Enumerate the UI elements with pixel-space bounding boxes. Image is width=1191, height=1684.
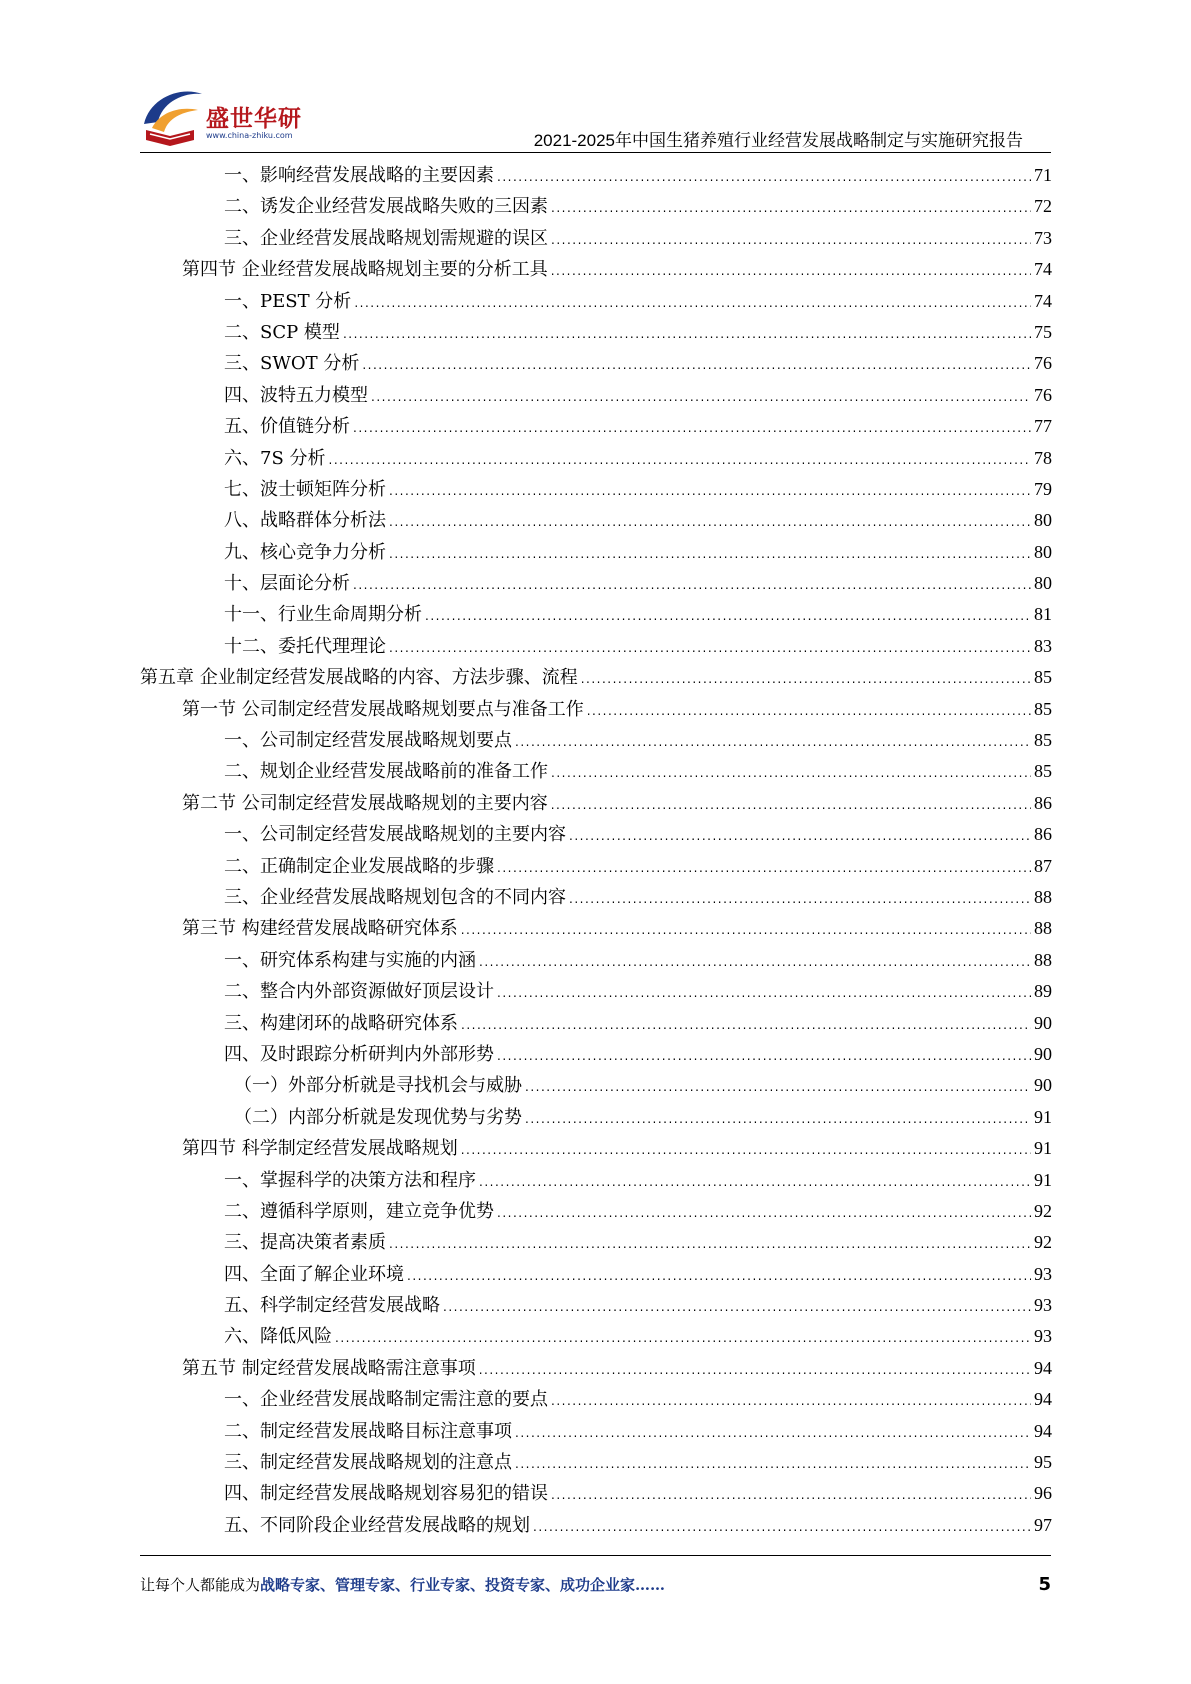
toc-entry[interactable] [140,599,1052,630]
toc-entry[interactable] [140,694,1052,725]
toc-entry-label: 二、整合内外部资源做好顶层设计 [224,981,494,1003]
toc-entry-label: 六、降低风险 [224,1326,332,1348]
toc-entry[interactable] [140,1416,1052,1447]
toc-dot-leader [497,162,1031,193]
toc-entry[interactable] [140,1008,1052,1039]
toc-entry[interactable] [140,756,1052,787]
toc-entry-page: 93 [1034,1263,1052,1284]
toc-entry[interactable] [140,1259,1052,1290]
toc-entry-page: 92 [1034,1232,1052,1253]
toc-entry-label: 一、公司制定经营发展战略规划的主要内容 [224,824,566,846]
toc-entry-page: 75 [1034,321,1052,342]
toc-entry-label: 一、PEST 分析 [224,290,352,312]
toc-entry[interactable] [140,1227,1052,1258]
toc-entry-label: 四、全面了解企业环境 [224,1263,404,1285]
toc-entry[interactable] [140,317,1052,348]
toc-entry[interactable] [140,1039,1052,1070]
toc-entry[interactable] [140,1478,1052,1509]
toc-dot-leader [515,727,1031,758]
toc-entry-page: 74 [1034,290,1052,311]
toc-entry-label: 第四节 科学制定经营发展战略规划 [182,1138,458,1160]
toc-entry-page: 95 [1034,1452,1052,1473]
document-title: 2021-2025年中国生猪养殖行业经营发展战略制定与实施研究报告 [533,131,1023,150]
toc-entry-page: 71 [1034,165,1052,185]
toc-entry-page: 78 [1034,447,1052,468]
toc-dot-leader [461,1010,1031,1041]
toc-entry-page: 96 [1034,1483,1052,1504]
toc-entry[interactable] [140,1321,1052,1352]
toc-entry-label: 一、影响经营发展战略的主要因素 [224,165,494,186]
toc-entry-label: 十、层面论分析 [224,573,350,595]
toc-entry[interactable] [140,568,1052,599]
page-header [0,0,1191,160]
toc-dot-leader [525,1072,1031,1103]
toc-entry-page: 94 [1034,1389,1052,1410]
toc-entry-label: 二、正确制定企业发展战略的步骤 [224,855,494,877]
toc-entry-page: 85 [1034,761,1052,782]
table-of-contents [140,160,1052,1541]
toc-entry[interactable] [140,976,1052,1007]
toc-entry-label: 三、制定经营发展战略规划的注意点 [224,1452,512,1474]
toc-entry-page: 85 [1034,667,1052,688]
toc-entry-label: 三、企业经营发展战略规划需规避的误区 [224,227,548,249]
toc-entry[interactable] [140,913,1052,944]
toc-entry-label: 第二节 公司制定经营发展战略规划的主要内容 [182,792,548,814]
toc-entry-page: 90 [1034,1075,1052,1096]
page-footer [140,1574,1051,1600]
footer-slogan-prefix: 让每个人都能成为 [140,1576,261,1594]
toc-entry-page: 79 [1034,478,1052,499]
toc-entry-label: 二、制定经营发展战略目标注意事项 [224,1420,512,1442]
toc-entry-label: 三、提高决策者素质 [224,1232,386,1254]
toc-entry-page: 94 [1034,1420,1052,1441]
toc-entry[interactable] [140,788,1052,819]
toc-entry-page: 80 [1034,573,1052,594]
toc-dot-leader [479,1167,1031,1198]
toc-entry[interactable] [140,1290,1052,1321]
toc-entry-page: 73 [1034,227,1052,248]
toc-entry[interactable] [140,662,1052,693]
toc-entry[interactable] [140,160,1052,191]
toc-dot-leader [329,445,1031,476]
toc-dot-leader [515,1449,1031,1480]
toc-dot-leader [551,1480,1031,1511]
toc-entry-label: 八、战略群体分析法 [224,510,386,532]
toc-entry-label: 二、SCP 模型 [224,321,340,343]
toc-entry-page: 83 [1034,635,1052,656]
toc-dot-leader [389,539,1031,570]
toc-entry-page: 92 [1034,1200,1052,1221]
toc-entry-page: 89 [1034,981,1052,1002]
toc-entry[interactable] [140,631,1052,662]
toc-dot-leader [389,476,1031,507]
toc-entry-page: 85 [1034,698,1052,719]
toc-entry-page: 88 [1034,886,1052,907]
toc-entry-page: 88 [1034,949,1052,970]
toc-entry[interactable] [140,851,1052,882]
toc-dot-leader [497,1198,1031,1229]
toc-entry-page: 91 [1034,1169,1052,1190]
toc-entry-label: 三、企业经营发展战略规划包含的不同内容 [224,886,566,908]
toc-dot-leader [569,884,1031,915]
toc-dot-leader [425,601,1031,632]
footer-divider [140,1555,1051,1556]
footer-slogan-highlight: 战略专家、管理专家、行业专家、投资专家、成功企业家…… [260,1576,666,1594]
toc-entry-page: 93 [1034,1326,1052,1347]
toc-dot-leader [515,1418,1031,1449]
toc-entry-label: 五、科学制定经营发展战略 [224,1295,440,1317]
toc-dot-leader [407,1261,1031,1292]
toc-entry-page: 87 [1034,855,1052,876]
toc-entry-label: 第三节 构建经营发展战略研究体系 [182,918,458,940]
toc-entry-page: 91 [1034,1138,1052,1159]
toc-dot-leader [461,1135,1031,1166]
toc-entry-label: 一、企业经营发展战略制定需注意的要点 [224,1389,548,1411]
toc-entry-page: 80 [1034,541,1052,562]
toc-entry[interactable] [140,348,1052,379]
toc-dot-leader [551,758,1031,789]
toc-entry[interactable] [140,1510,1052,1541]
toc-entry[interactable] [140,882,1052,913]
toc-entry-page: 86 [1034,792,1052,813]
toc-entry[interactable] [140,1353,1052,1384]
toc-entry-page: 72 [1034,196,1052,217]
toc-entry-label: （一）外部分析就是寻找机会与威胁 [234,1075,522,1097]
toc-entry-label: 四、制定经营发展战略规划容易犯的错误 [224,1483,548,1505]
toc-entry-page: 88 [1034,918,1052,939]
toc-dot-leader [362,350,1031,381]
toc-entry[interactable] [140,380,1052,411]
toc-entry-page: 94 [1034,1357,1052,1378]
toc-entry[interactable] [140,474,1052,505]
toc-entry-label: 十一、行业生命周期分析 [224,604,422,626]
toc-entry[interactable] [140,505,1052,536]
toc-dot-leader [479,947,1031,978]
toc-entry-label: 第五节 制定经营发展战略需注意事项 [182,1357,476,1379]
toc-entry[interactable] [140,443,1052,474]
toc-entry-label: 二、诱发企业经营发展战略失败的三因素 [224,196,548,218]
toc-entry[interactable] [140,191,1052,222]
toc-entry[interactable] [140,945,1052,976]
toc-entry-page: 90 [1034,1012,1052,1033]
toc-entry[interactable] [140,254,1052,285]
toc-entry[interactable] [140,411,1052,442]
toc-entry[interactable] [140,1070,1052,1101]
toc-entry-label: 六、7S 分析 [224,447,326,469]
toc-entry-page: 77 [1034,416,1052,437]
toc-entry-page: 97 [1034,1514,1052,1535]
toc-entry-label: 第五章 企业制定经营发展战略的内容、方法步骤、流程 [140,667,578,689]
toc-entry-page: 76 [1034,353,1052,374]
toc-entry-label: （二）内部分析就是发现优势与劣势 [234,1106,522,1128]
toc-dot-leader [551,790,1031,821]
toc-entry-label: 三、SWOT 分析 [224,353,360,375]
toc-dot-leader [551,225,1031,256]
toc-entry[interactable] [140,1165,1052,1196]
toc-entry[interactable] [140,1447,1052,1478]
toc-entry[interactable] [140,1133,1052,1164]
toc-dot-leader [389,633,1031,664]
toc-entry-label: 九、核心竞争力分析 [224,541,386,563]
toc-entry-page: 76 [1034,384,1052,405]
toc-entry-page: 85 [1034,730,1052,751]
toc-entry[interactable] [140,1102,1052,1133]
toc-entry[interactable] [140,537,1052,568]
toc-dot-leader [479,1355,1031,1386]
toc-dot-leader [525,1104,1031,1135]
toc-entry-label: 五、价值链分析 [224,416,350,438]
toc-dot-leader [497,853,1031,884]
toc-dot-leader [551,256,1031,287]
toc-dot-leader [569,821,1031,852]
toc-entry-page: 91 [1034,1106,1052,1127]
toc-entry-label: 第一节 公司制定经营发展战略规划要点与准备工作 [182,698,584,720]
toc-entry-label: 一、公司制定经营发展战略规划要点 [224,730,512,752]
toc-dot-leader [587,696,1031,727]
toc-entry-label: 十二、委托代理理论 [224,635,386,657]
toc-entry[interactable] [140,223,1052,254]
toc-entry-label: 五、不同阶段企业经营发展战略的规划 [224,1514,530,1536]
toc-dot-leader [353,570,1031,601]
toc-entry-label: 四、及时跟踪分析研判内外部形势 [224,1043,494,1065]
toc-entry-label: 一、掌握科学的决策方法和程序 [224,1169,476,1191]
toc-entry-label: 第四节 企业经营发展战略规划主要的分析工具 [182,259,548,281]
toc-dot-leader [371,382,1031,413]
toc-dot-leader [551,1386,1031,1417]
header-divider [140,152,1051,153]
toc-dot-leader [354,288,1031,319]
toc-dot-leader [389,507,1031,538]
toc-dot-leader [551,193,1031,224]
toc-entry-page: 81 [1034,604,1052,625]
toc-entry-page: 74 [1034,259,1052,280]
logo-url: www.china-zhiku.com [206,131,293,140]
toc-entry[interactable] [140,1384,1052,1415]
toc-entry[interactable] [140,1196,1052,1227]
toc-entry-label: 四、波特五力模型 [224,384,368,406]
toc-dot-leader [443,1292,1031,1323]
toc-dot-leader [497,1041,1031,1072]
toc-entry-label: 二、规划企业经营发展战略前的准备工作 [224,761,548,783]
toc-dot-leader [335,1323,1031,1354]
toc-entry-label: 二、遵循科学原则，建立竞争优势 [224,1200,494,1222]
toc-entry[interactable] [140,286,1052,317]
page-number: 5 [1038,1574,1051,1595]
toc-entry-label: 一、研究体系构建与实施的内涵 [224,949,476,971]
toc-dot-leader [343,319,1031,350]
toc-dot-leader [461,915,1031,946]
toc-dot-leader [389,1229,1031,1260]
toc-entry[interactable] [140,819,1052,850]
toc-dot-leader [533,1512,1031,1543]
logo-text: 盛世华研 [206,106,302,132]
toc-entry[interactable] [140,725,1052,756]
toc-entry-page: 90 [1034,1043,1052,1064]
toc-entry-page: 80 [1034,510,1052,531]
toc-entry-label: 七、波士顿矩阵分析 [224,478,386,500]
toc-entry-page: 86 [1034,824,1052,845]
toc-dot-leader [353,413,1031,444]
toc-entry-page: 93 [1034,1295,1052,1316]
toc-entry-label: 三、构建闭环的战略研究体系 [224,1012,458,1034]
toc-dot-leader [497,978,1031,1009]
toc-dot-leader [581,664,1031,695]
